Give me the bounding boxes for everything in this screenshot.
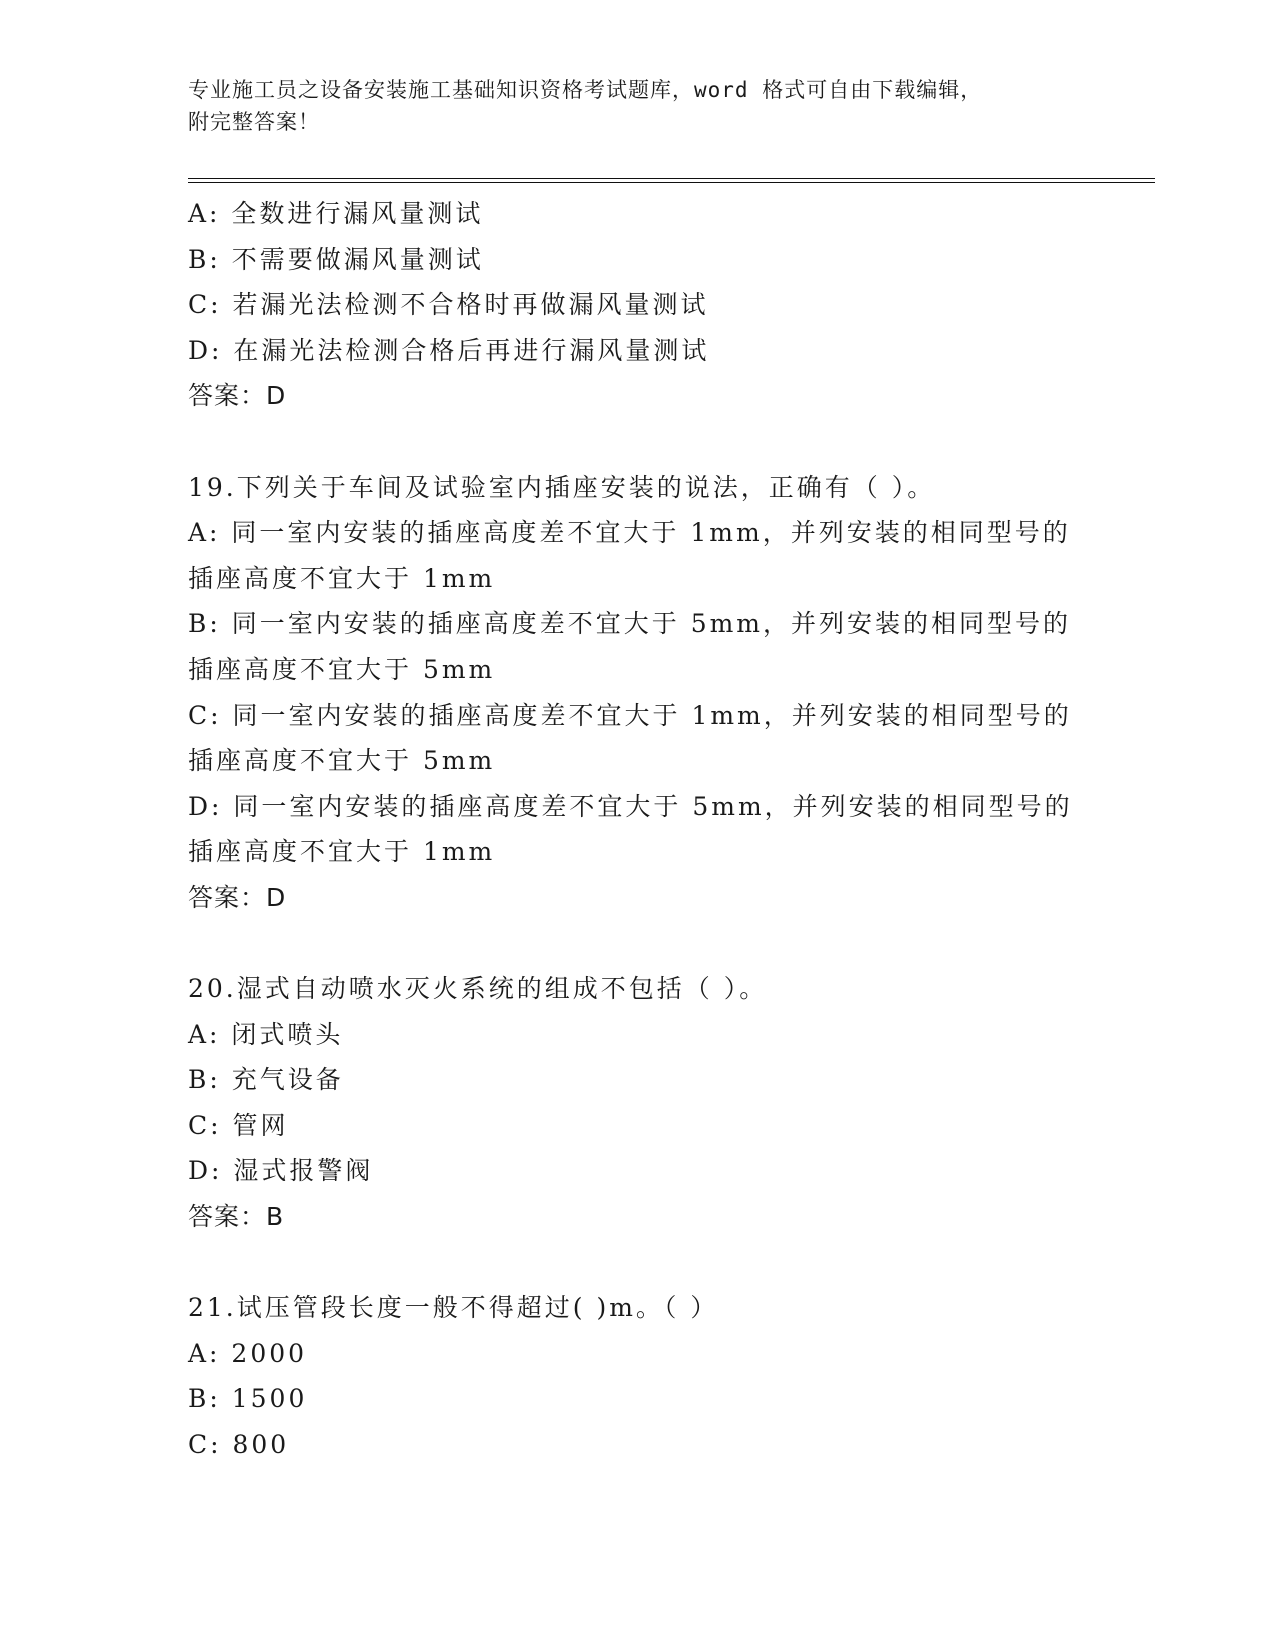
- option-a: A: 全数进行漏风量测试: [188, 199, 484, 228]
- header-divider-top: [188, 178, 1155, 179]
- spacer: [188, 419, 1088, 465]
- option-b-line-1: B: 同一室内安装的插座高度差不宜大于 5mm，并列安装的相同型号的: [188, 609, 1072, 639]
- question-21: [188, 1285, 1088, 1467]
- question-stem: 20.湿式自动喷水灭火系统的组成不包括（ ）。: [188, 974, 768, 1004]
- spacer: [188, 921, 1088, 967]
- option-a: A: 2000: [188, 1338, 308, 1368]
- question-stem: 21.试压管段长度一般不得超过( )m。（ ）: [188, 1293, 719, 1323]
- question-list: [188, 191, 1088, 1468]
- option-d-line-2: 插座高度不宜大于 1mm: [188, 837, 496, 867]
- question-20: [188, 966, 1088, 1240]
- header-divider-bottom: [188, 182, 1155, 183]
- option-b: B: 充气设备: [188, 1065, 344, 1095]
- option-d-line-1: D: 同一室内安装的插座高度差不宜大于 5mm，并列安装的相同型号的: [188, 791, 1073, 821]
- option-b: B: 不需要做漏风量测试: [188, 244, 484, 274]
- question-stem: 19.下列关于车间及试验室内插座安装的说法，正确有（ ）。: [188, 472, 936, 502]
- option-a-line-2: 插座高度不宜大于 1mm: [188, 563, 496, 593]
- option-c-line-2: 插座高度不宜大于 5mm: [188, 746, 496, 776]
- option-c: C: 管网: [188, 1110, 289, 1140]
- option-a-line-1: A: 同一室内安装的插座高度差不宜大于 1mm，并列安装的相同型号的: [188, 518, 1071, 548]
- answer: 答案：D: [188, 882, 287, 912]
- spacer: [188, 1240, 1088, 1286]
- option-c: C: 若漏光法检测不合格时再做漏风量测试: [188, 290, 709, 320]
- header-line-2: 附完整答案！: [188, 110, 320, 134]
- question-19: [188, 465, 1088, 921]
- option-d: D: 湿式报警阀: [188, 1156, 374, 1186]
- answer: 答案：B: [188, 1202, 285, 1232]
- option-a: A: 闭式喷头: [188, 1019, 344, 1049]
- page-header: [188, 74, 1088, 138]
- option-d: D: 在漏光法检测合格后再进行漏风量测试: [188, 335, 710, 365]
- option-c: C: 800: [188, 1430, 290, 1460]
- answer: 答案：D: [188, 381, 287, 411]
- option-b: B: 1500: [188, 1384, 308, 1414]
- option-c-line-1: C: 同一室内安装的插座高度差不宜大于 1mm，并列安装的相同型号的: [188, 700, 1072, 730]
- option-b-line-2: 插座高度不宜大于 5mm: [188, 654, 496, 684]
- header-line-1: 专业施工员之设备安装施工基础知识资格考试题库，word 格式可自由下载编辑，: [188, 78, 983, 102]
- question-18: [188, 191, 1088, 419]
